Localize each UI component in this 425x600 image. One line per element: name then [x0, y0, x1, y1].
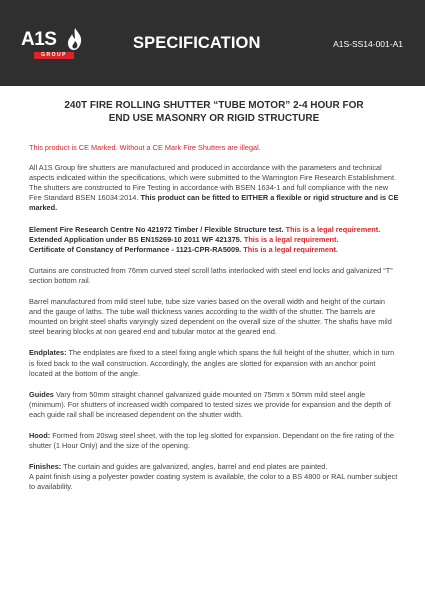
- section-label: Hood:: [29, 430, 51, 440]
- guides-paragraph: [29, 390, 399, 420]
- cert-label: Certificate of Constancy of Performance - 1121-CPR-RA5009.: [29, 244, 242, 254]
- document-reference: A1S-SS14-001-A1: [333, 39, 403, 49]
- section-text: Vary from 50mm straight channel galvanized guide mounted on 75mm x 50mm mild steel angle (minimum). For shutters of increased width compared to tested sizes we provide for expansion and the depth of each guide rail shall be increased dependent on the shutter width.: [29, 389, 391, 419]
- cert-note: This is a legal requirement.: [285, 224, 381, 234]
- curtains-paragraph: Curtains are constructed from 76mm curved steel scroll laths interlocked with steel end locks and galvanized “T” section bottom rail.: [29, 265, 393, 285]
- section-label: Endplates:: [29, 348, 67, 358]
- section-label: Finishes:: [29, 462, 62, 472]
- cert-label: Element Fire Research Centre No 421972 Timber / Flexible Structure test.: [29, 224, 284, 234]
- company-logo: [21, 27, 93, 63]
- endplates-paragraph: [29, 348, 399, 378]
- section-extra-text: A paint finish using a polyester powder coating system is available, the color to a BS 4800 or RAL number subject to availability.: [29, 472, 398, 492]
- logo-subtext: GROUP: [34, 52, 74, 59]
- document-title: 240T FIRE ROLLING SHUTTER “TUBE MOTOR” 2-4 HOUR FOR END USE MASONRY OR RIGID STRUCTURE: [64, 100, 364, 124]
- header-title: SPECIFICATION: [133, 34, 261, 52]
- barrel-paragraph: Barrel manufactured from mild steel tube, tube size varies based on the overall width and height of the curtain and the gauge of laths. The tube wall thickness varies according to the width of the shutter. The barrels are mounted on bright steel shafts varyingly sized dependent on the overall size of the shutter. The shafts have mild steel bearing blocks at non geared end and tubular motor at the geared end.: [29, 297, 392, 337]
- cert-label: Extended Application under BS EN15269-10 2011 WF 421375.: [29, 234, 242, 244]
- finishes-paragraph: [29, 462, 399, 492]
- logo-text: A1S: [21, 29, 57, 50]
- cert-note: This is a legal requirement.: [243, 244, 338, 254]
- cert-note: This is a legal requirement.: [243, 234, 339, 244]
- hood-paragraph: [29, 431, 399, 451]
- certifications: [29, 225, 399, 255]
- document-body: [29, 99, 399, 503]
- intro-bold-text: This product can be fitted to EITHER a flexible or rigid structure and is CE marked.: [29, 193, 399, 213]
- ce-notice: This product is CE Marked. Without a CE Mark Fire Shutters are illegal.: [29, 143, 261, 152]
- section-text: Formed from 20swg steel sheet, with the top leg slotted for expansion. Dependant on the fire rating of the shutter (1 Hour Only) and the size of the opening.: [29, 430, 394, 451]
- flame-icon: [67, 27, 83, 51]
- section-text: The endplates are fixed to a steel fixing angle which spans the full height of the shutter, which in turn is fixed back to the wall construction. Accordingly, the angles are slotted for expansion with an anchor point located at the bottom of the angle.: [29, 348, 395, 378]
- section-label: Guides: [29, 389, 54, 399]
- intro-paragraph: [29, 163, 399, 213]
- intro-text: All A1S Group fire shutters are manufactured and produced in accordance with the parameters and technical aspects indicated within the specifications, which were submitted to the Warrington Fire Research Establishment. The shutters are constructed to Fire Testing in accordance with BSEN 1634-1 and full compliance with the new Fire Standard BSEN 16034:2014.: [29, 163, 397, 203]
- section-text: The curtain and guides are galvanized, angles, barrel and end plates are painted.: [63, 462, 328, 472]
- page-header: [0, 0, 425, 86]
